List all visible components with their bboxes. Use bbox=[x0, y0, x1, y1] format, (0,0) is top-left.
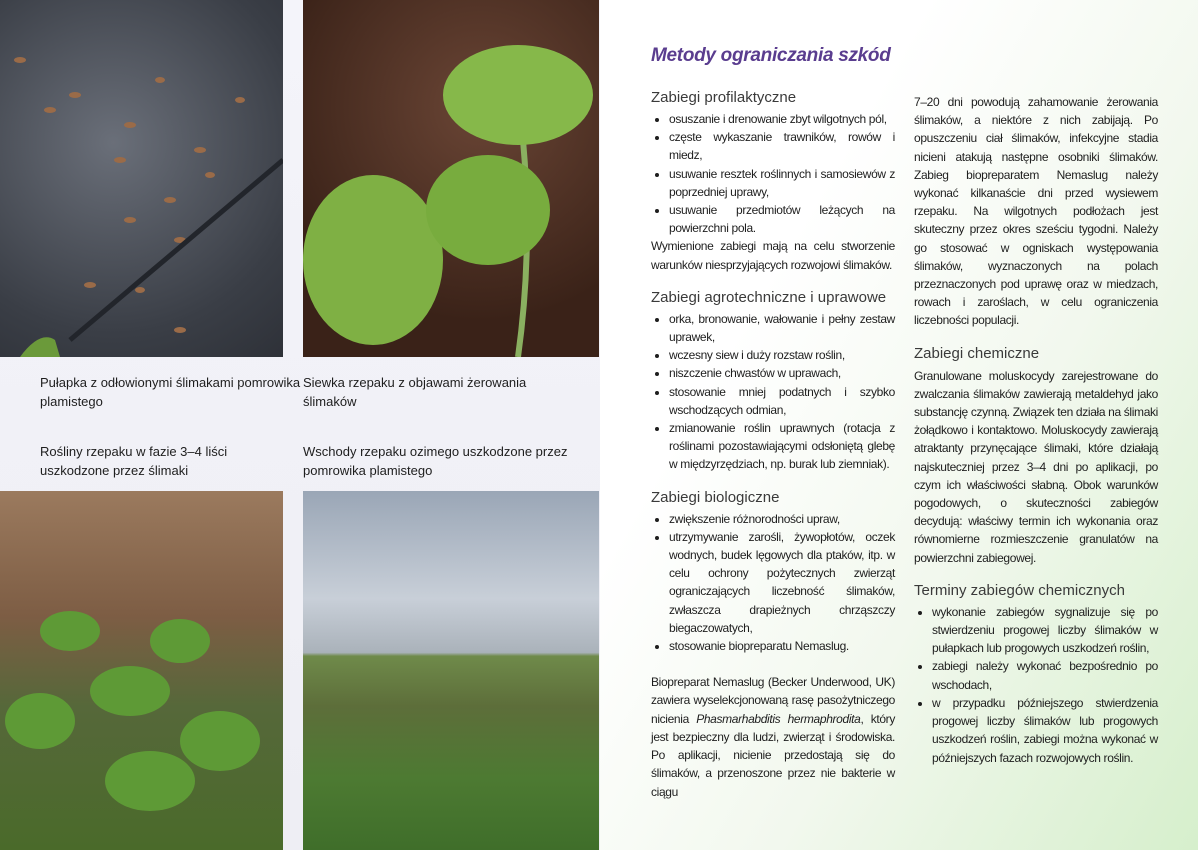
list-item: • orka, bronowanie, wałowanie i pełny zestaw uprawek, bbox=[669, 310, 895, 346]
heading-chemiczne: Zabiegi chemiczne bbox=[914, 344, 1040, 362]
column-right bbox=[914, 93, 1158, 767]
photo-rapeseed-seedling bbox=[303, 0, 599, 357]
list-item: • wykonanie zabiegów sygnalizuje się po stwierdzeniu progowej liczby ślimaków w pułapkach lub progowych uszkodzeń roślin, bbox=[932, 603, 1158, 658]
list-item: • w przypadku późniejszego stwierdzenia progowej liczby ślimaków lub progowych uszkodzeń roślin, zabiegi można wykonać w późniejszych fazach rozwojowych roślin. bbox=[932, 694, 1158, 767]
heading-biologiczne: Zabiegi biologiczne bbox=[651, 488, 780, 506]
heading-terminy: Terminy zabiegów chemicznych bbox=[914, 581, 1125, 599]
list-item: • zabiegi należy wykonać bezpośrednio po wschodach, bbox=[932, 657, 1158, 693]
paragraph-chemiczne: Granulowane moluskocydy zarejestrowane do zwalczania ślimaków zawierają metaldehyd jako substancję czynną. Związek ten działa na ślimaki żołądkowo i kontaktowo. Moluskocydy zawierają atraktanty przynęcające ślimaki, które działają najskuteczniej przez 3–4 dni po aplikacji, po czym ich właściwości słabną. Obok warunków pogodowych, o skuteczności zabiegów decydują: właściwy termin ich wykonania oraz równomierne rozmieszczenie granulatów na powierzchni zabiegowej. bbox=[914, 368, 1158, 565]
list-biologiczne bbox=[651, 510, 895, 656]
list-item: • wczesny siew i duży rozstaw roślin, bbox=[669, 346, 895, 364]
list-item: • usuwanie przedmiotów leżących na powierzchni pola. bbox=[669, 201, 895, 237]
note-profilaktyczne: Wymienione zabiegi mają na celu stworzenie warunków niesprzyjających rozwojowi ślimaków. bbox=[651, 239, 895, 272]
leaves-illustration bbox=[0, 491, 283, 850]
heading-profilaktyczne: Zabiegi profilaktyczne bbox=[651, 89, 797, 106]
caption-seedling: Siewka rzepaku z objawami żerowania ślimaków bbox=[303, 375, 527, 409]
photo-damaged-leaves bbox=[0, 491, 283, 850]
photo-field bbox=[303, 491, 599, 850]
caption-field: Wschody rzepaku ozimego uszkodzone przez pomrowika plamistego bbox=[303, 444, 568, 478]
species-name: Phasmarhabditis hermaphrodita bbox=[696, 711, 861, 726]
list-item: • częste wykaszanie trawników, rowów i miedz, bbox=[669, 128, 895, 164]
paragraph-text: , który jest bezpieczny dla ludzi, zwierząt i środowiska. Po aplikacji, nicienie przedostają się do ślimaków, a przenoszone przez nie bakterie w ciągu bbox=[651, 711, 895, 799]
caption-slug-trap: Pułapka z odłowionymi ślimakami pomrowika plamistego bbox=[40, 375, 301, 409]
paragraph-nemaslug-cont: 7–20 dni powodują zahamowanie żerowania ślimaków, a niektóre z nich zabijają. Po opuszczeniu ciał ślimaków, infekcyjne stadia nicieni atakują następne osobniki ślimaków. Zabieg biopreparatem Nemaslug należy wykonać kilkanaście dni przed wysiewem rzepaku. Na wilgotnych podłożach jest skuteczny przez okres sześciu tygodni. Należy go stosować w ogniskach występowania ślimaków, wyznaczonych na polach przeznaczonych pod uprawę oraz w miedzach, rowach i zaroślach, w celu ograniczenia liczebności populacji. bbox=[914, 95, 1158, 328]
paragraph-nemaslug bbox=[651, 673, 895, 800]
list-item: • niszczenie chwastów w uprawach, bbox=[669, 364, 895, 382]
list-terminy bbox=[914, 603, 1158, 767]
slugs-illustration bbox=[0, 0, 283, 357]
list-item: • utrzymywanie zarośli, żywopłotów, oczek wodnych, budek lęgowych dla ptaków, itp. w celu ochrony pożytecznych zwierząt ograniczających liczebność ślimaków, zwłaszcza drapieżnych chrząszczy biegaczowatych, bbox=[669, 528, 895, 637]
list-item: • osuszanie i drenowanie zbyt wilgotnych pól, bbox=[669, 110, 895, 128]
photo-slug-trap bbox=[0, 0, 283, 357]
list-agrotechniczne bbox=[651, 310, 895, 474]
list-item: • zwiększenie różnorodności upraw, bbox=[669, 510, 895, 528]
page-title: Metody ograniczania szkód bbox=[651, 45, 891, 66]
list-item: • usuwanie resztek roślinnych i samosiewów z poprzedniej uprawy, bbox=[669, 165, 895, 201]
column-left bbox=[651, 88, 895, 801]
caption-leaves: Rośliny rzepaku w fazie 3–4 liści uszkodzone przez ślimaki bbox=[40, 444, 228, 478]
heading-agrotechniczne: Zabiegi agrotechniczne i uprawowe bbox=[651, 288, 887, 306]
list-item: • stosowanie biopreparatu Nemaslug. bbox=[669, 637, 895, 655]
paragraph-text: Biopreparat Nemaslug (Becker Underwood, UK) zawiera wyselekcjonowaną rasę pasożytniczego nicienia bbox=[651, 675, 895, 726]
list-item: • zmianowanie roślin uprawnych (rotacja z roślinami pozostawiającymi odsłoniętą glebę w międzyrzędziach, np. burak lub ziemniak). bbox=[669, 419, 895, 474]
list-item: • stosowanie mniej podatnych i szybko wschodzących odmian, bbox=[669, 383, 895, 419]
list-profilaktyczne bbox=[651, 110, 895, 237]
seedling-illustration bbox=[303, 0, 599, 357]
